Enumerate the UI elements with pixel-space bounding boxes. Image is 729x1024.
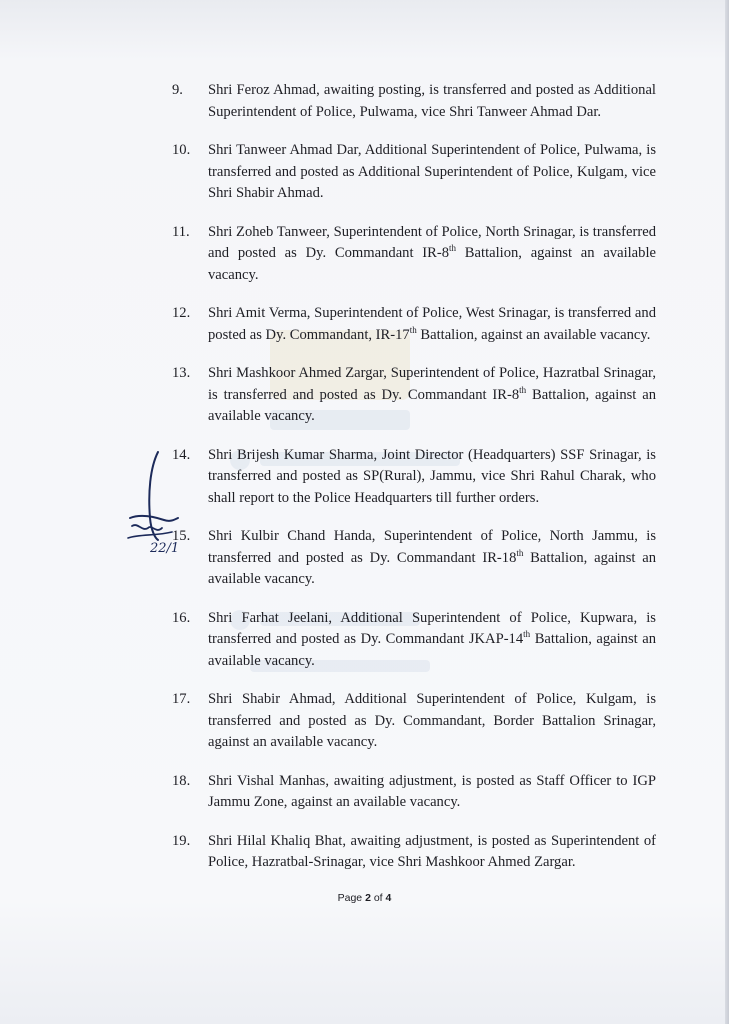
order-item-text-part: Shri Amit Verma, Superintendent of Police, West Srinagar, is transferred and posted as Dy. Commandant, IR-17 [208, 305, 656, 343]
order-item-number: 12. [172, 305, 191, 321]
footer-total-pages: 4 [385, 892, 392, 904]
order-item-text-part: Shri Mashkoor Ahmed Zargar, Superintendent of Police, Hazratbal Srinagar, is transferred and posted as Dy. Commandant IR-8 [208, 365, 656, 403]
order-item-number: 17. [172, 691, 191, 707]
order-item-text: Shri Tanweer Ahmad Dar, Additional Superintendent of Police, Pulwama, is transferred and posted as Additional Superintendent of Police, Kulgam, vice Shri Shabir Ahmad. [208, 142, 656, 201]
order-item-number: 18. [172, 772, 191, 789]
order-item-text [208, 303, 656, 346]
order-item-text [208, 608, 656, 673]
order-item-number: 13. [172, 365, 191, 381]
order-item-text-part: Shri Zoheb Tanweer, Superintendent of Police, North Srinagar, is transferred and posted as Dy. Commandant IR-8 [208, 223, 656, 261]
order-item-number: 15. [172, 528, 191, 544]
order-item-text-part: Shri Kulbir Chand Handa, Superintendent of Police, North Jammu, is transferred and posted as Dy. Commandant IR-18 [208, 528, 656, 566]
order-item-number: 19. [172, 832, 191, 849]
order-item-text: Shri Hilal Khaliq Bhat, awaiting adjustment, is posted as Superintendent of Police, Hazratbal-Srinagar, vice Shri Mashkoor Ahmed Zargar. [208, 832, 656, 870]
ordinal-superscript: th [519, 384, 527, 395]
order-item [172, 363, 656, 428]
footer-current-page: 2 [365, 892, 371, 904]
order-item-number: 11. [172, 223, 190, 240]
order-item [172, 526, 656, 591]
order-item [172, 140, 656, 205]
order-item-text [208, 222, 656, 287]
order-item [172, 445, 656, 510]
order-item-number: 14. [172, 446, 191, 463]
ordinal-superscript: th [409, 324, 417, 335]
page-footer [0, 892, 729, 904]
signature-date: 22/1 [150, 541, 180, 556]
order-item-text-part: Battalion, against an available vacancy. [208, 549, 656, 587]
order-item [172, 771, 656, 814]
order-item-text [208, 526, 656, 591]
ordinal-superscript: th [516, 547, 524, 558]
ordinal-superscript: th [523, 629, 531, 639]
page-edge-shadow [725, 0, 729, 1024]
handwritten-signature [120, 448, 190, 568]
order-item-text: Shri Feroz Ahmad, awaiting posting, is transferred and posted as Additional Superintendent of Police, Pulwama, vice Shri Tanweer Ahmad Dar. [208, 82, 656, 120]
order-item-text-part: Shri Farhat Jeelani, Additional Superintendent of Police, Kupwara, is transferred and posted as Dy. Commandant JKAP-14 [208, 609, 656, 647]
footer-middle: of [370, 892, 386, 904]
order-item [172, 608, 656, 673]
order-item-number: 16. [172, 609, 191, 626]
order-item-text: Shri Shabir Ahmad, Additional Superintendent of Police, Kulgam, is transferred and posted as Dy. Commandant, Border Battalion Srinagar, against an available vacancy. [208, 691, 656, 750]
order-item-text: Shri Vishal Manhas, awaiting adjustment, is posted as Staff Officer to IGP Jammu Zone, against an available vacancy. [208, 772, 656, 810]
order-item-text [208, 363, 656, 428]
order-item-text-part: Battalion, against an available vacancy. [208, 631, 656, 669]
ordinal-superscript: th [449, 243, 457, 253]
order-item-text-part: Battalion, against an available vacancy. [416, 326, 651, 343]
order-item-text-part: Battalion, against an available vacancy. [208, 245, 656, 283]
order-item [172, 80, 656, 123]
transfer-orders-list [172, 80, 656, 891]
order-item-text: Shri Brijesh Kumar Sharma, Joint Director (Headquarters) SSF Srinagar, is transferred and posted as SP(Rural), Jammu, vice Shri Rahul Charak, who shall report to the Police Headquarters till further orders. [208, 446, 656, 506]
order-item [172, 222, 656, 287]
order-item [172, 303, 656, 346]
order-item-number: 10. [172, 142, 191, 158]
order-item-text-part: Battalion, against an available vacancy. [208, 386, 656, 424]
order-item [172, 831, 656, 874]
order-item-number: 9. [172, 82, 183, 98]
footer-prefix: Page [337, 892, 366, 904]
order-item [172, 689, 656, 754]
